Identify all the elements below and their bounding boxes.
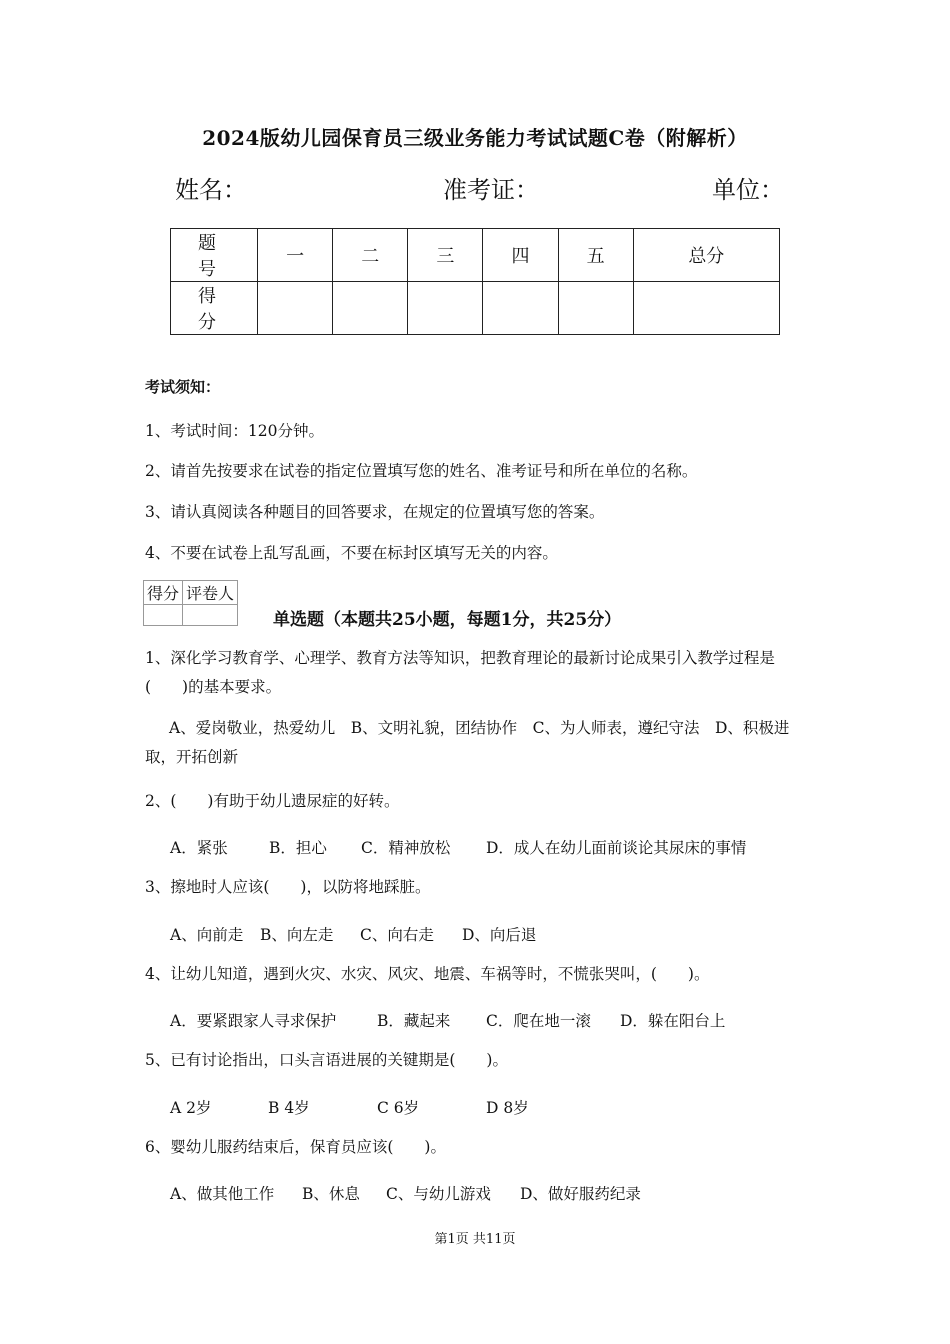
score-header-1: 一 <box>258 229 333 282</box>
question-4-option-d[interactable]: D．躲在阳台上 <box>620 1012 726 1030</box>
score-row-label: 得 分 <box>171 282 258 335</box>
question-5-option-a[interactable]: A 2岁 <box>170 1099 212 1117</box>
page-footer: 第1页 共11页 <box>434 1232 516 1247</box>
score-cell-4[interactable] <box>483 282 558 335</box>
exam-id-field-label: 准考证： <box>443 176 539 204</box>
grader-score-label: 得分 <box>144 581 183 605</box>
score-cell-1[interactable] <box>258 282 333 335</box>
score-cell-5[interactable] <box>558 282 633 335</box>
notice-item-4: 4、不要在试卷上乱写乱画，不要在标封区填写无关的内容。 <box>145 544 558 562</box>
question-4-option-a[interactable]: A．要紧跟家人寻求保护 <box>170 1012 337 1030</box>
score-header-total: 总分 <box>633 229 779 282</box>
notice-item-3: 3、请认真阅读各种题目的回答要求，在规定的位置填写您的答案。 <box>145 503 605 521</box>
question-3-option-a[interactable]: A、向前走 <box>170 926 244 944</box>
score-cell-3[interactable] <box>408 282 483 335</box>
score-cell-2[interactable] <box>333 282 408 335</box>
score-header-5: 五 <box>558 229 633 282</box>
score-header-2: 二 <box>333 229 408 282</box>
question-3-option-c[interactable]: C、向右走 <box>360 926 434 944</box>
unit-field-label: 单位： <box>712 176 784 204</box>
question-4-option-c[interactable]: C．爬在地一滚 <box>486 1012 591 1030</box>
notice-item-2: 2、请首先按要求在试卷的指定位置填写您的姓名、准考证号和所在单位的名称。 <box>145 462 698 480</box>
question-2-option-c[interactable]: C．精神放松 <box>361 839 451 857</box>
question-stem-2: 2、( )有助于幼儿遗尿症的好转。 <box>145 792 400 810</box>
grader-reviewer-cell[interactable] <box>183 605 238 626</box>
page-title: 2024版幼儿园保育员三级业务能力考试试题C卷（附解析） <box>202 126 748 150</box>
score-header-4: 四 <box>483 229 558 282</box>
question-6-option-c[interactable]: C、与幼儿游戏 <box>386 1185 491 1203</box>
grader-reviewer-label: 评卷人 <box>183 581 238 605</box>
question-stem-4: 4、让幼儿知道，遇到火灾、水灾、风灾、地震、车祸等时，不慌张哭叫，( )。 <box>145 965 710 983</box>
question-6-option-a[interactable]: A、做其他工作 <box>170 1185 275 1203</box>
question-stem-5: 5、已有讨论指出，口头言语进展的关键期是( )。 <box>145 1051 508 1069</box>
question-4-option-b[interactable]: B．藏起来 <box>377 1012 451 1030</box>
question-3-option-d[interactable]: D、向后退 <box>462 926 537 944</box>
question-6-option-d[interactable]: D、做好服药纪录 <box>520 1185 641 1203</box>
question-2-option-b[interactable]: B．担心 <box>269 839 327 857</box>
grader-box <box>143 580 238 626</box>
question-stem-3: 3、擦地时人应该( )，以防将地踩脏。 <box>145 878 431 896</box>
question-stem-1: 1、深化学习教育学、心理学、教育方法等知识，把教育理论的最新讨论成果引入教学过程是( )的基本要求。 <box>145 649 775 696</box>
question-2-option-a[interactable]: A．紧张 <box>170 839 228 857</box>
score-cell-total[interactable] <box>633 282 779 335</box>
grader-score-cell[interactable] <box>144 605 183 626</box>
score-table-header-row <box>171 229 780 282</box>
name-field-label: 姓名： <box>175 176 247 204</box>
notice-item-1: 1、考试时间：120分钟。 <box>145 422 324 440</box>
question-5-option-d[interactable]: D 8岁 <box>486 1099 529 1117</box>
score-header-3: 三 <box>408 229 483 282</box>
question-stem-6: 6、婴幼儿服药结束后，保育员应该( )。 <box>145 1138 446 1156</box>
section-title: 单选题（本题共25小题，每题1分，共25分） <box>273 610 622 630</box>
notice-heading: 考试须知： <box>145 378 221 396</box>
question-5-option-c[interactable]: C 6岁 <box>377 1099 420 1117</box>
question-5-option-b[interactable]: B 4岁 <box>268 1099 310 1117</box>
question-options-1: A、爱岗敬业，热爱幼儿 B、文明礼貌，团结协作 C、为人师表，遵纪守法 D、积极进取，开拓创新 <box>145 719 790 766</box>
question-3-option-b[interactable]: B、向左走 <box>260 926 334 944</box>
score-table-score-row <box>171 282 780 335</box>
score-table <box>170 228 780 335</box>
question-6-option-b[interactable]: B、休息 <box>302 1185 360 1203</box>
question-2-option-d[interactable]: D．成人在幼儿面前谈论其尿床的事情 <box>486 839 747 857</box>
score-header-label: 题 号 <box>171 229 258 282</box>
